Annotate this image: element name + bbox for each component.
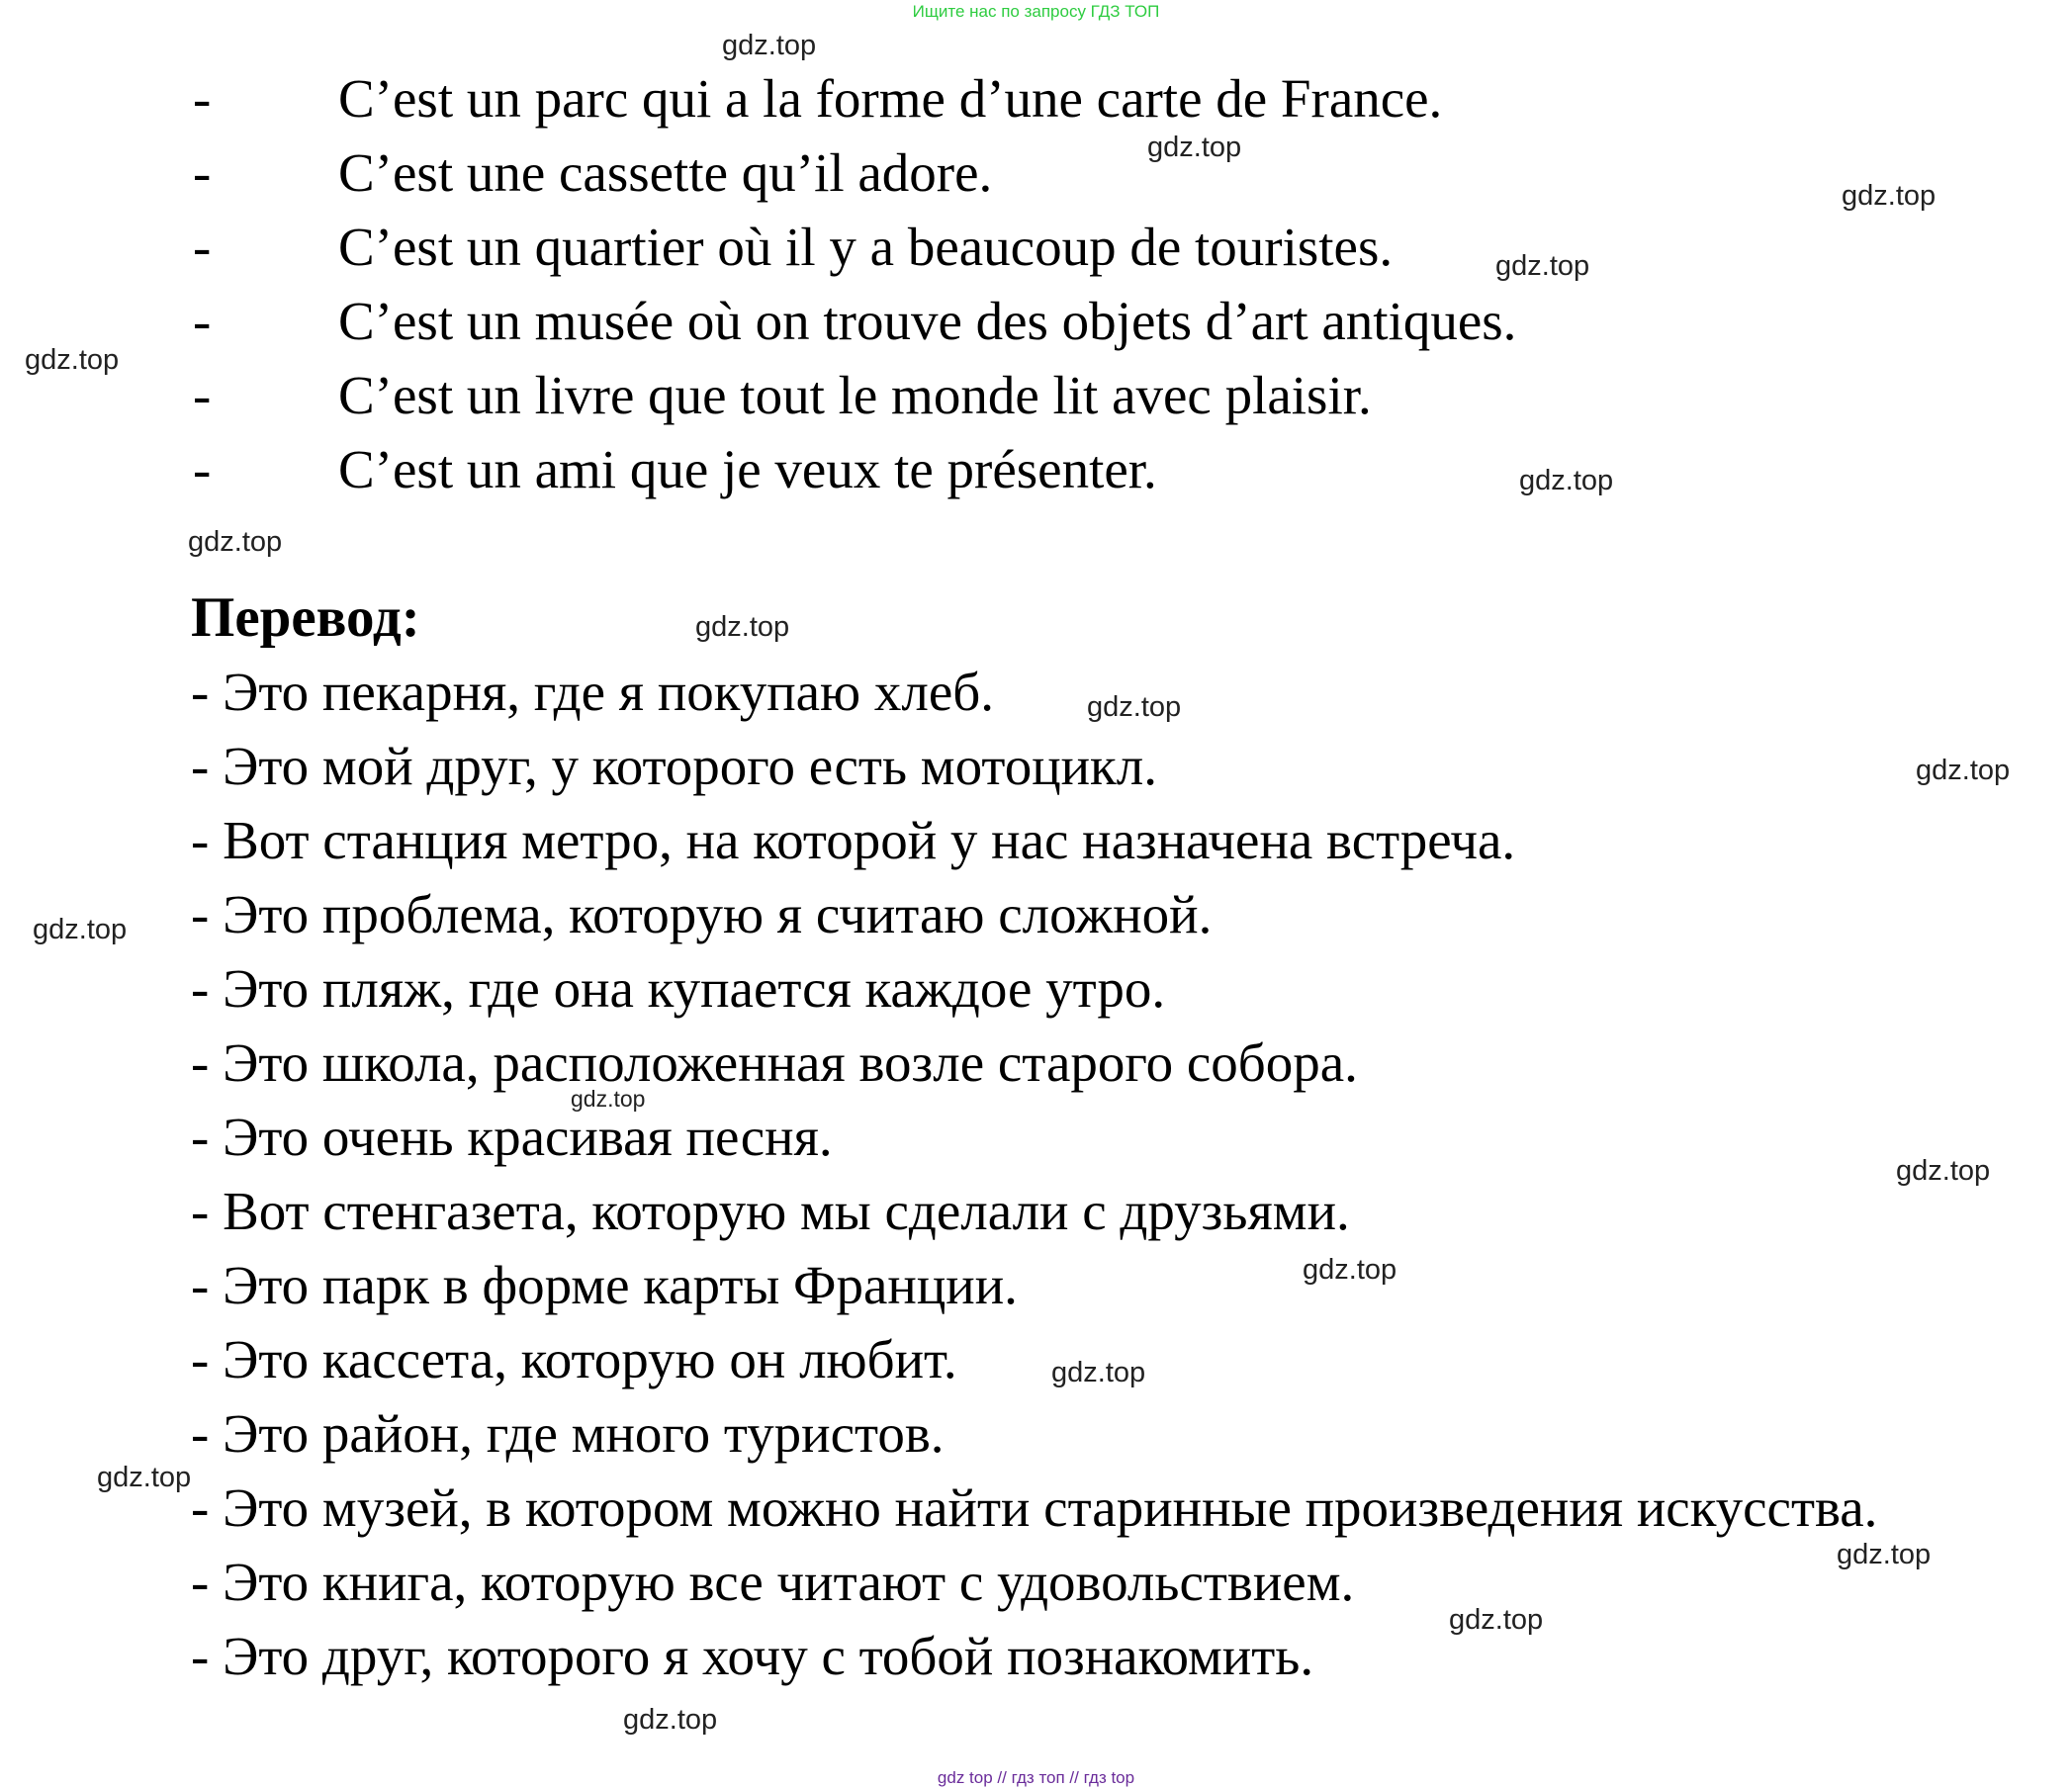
watermark: gdz.top <box>1842 180 1937 212</box>
bullet-dash: - <box>193 439 212 499</box>
watermark: gdz.top <box>571 1086 646 1112</box>
translation-line: - Это проблема, которую я считаю сложной. <box>191 884 1213 944</box>
watermark: gdz.top <box>33 914 128 945</box>
french-sentence: C’est un livre que tout le monde lit avec plaisir. <box>338 365 1372 425</box>
watermark: gdz.top <box>1449 1604 1544 1636</box>
translation-line: - Это кассета, которую он любит. <box>191 1329 957 1389</box>
watermark: gdz.top <box>1303 1254 1397 1286</box>
translation-line: - Вот стенгазета, которую мы сделали с друзьями. <box>191 1181 1350 1241</box>
watermark: gdz.top <box>1916 755 2011 786</box>
watermark: gdz.top <box>1519 465 1614 496</box>
french-line <box>0 290 1978 364</box>
bottom-banner: gdz top // гдз топ // гдз top <box>937 1768 1135 1787</box>
watermark: gdz.top <box>188 526 283 558</box>
watermark: gdz.top <box>25 344 120 376</box>
watermark: gdz.top <box>97 1462 192 1493</box>
translation-line: - Это музей, в котором можно найти старинные произведения искусства. <box>191 1477 1878 1538</box>
watermark: gdz.top <box>1837 1539 1932 1570</box>
french-sentence: C’est un quartier où il y a beaucoup de touristes. <box>338 217 1394 277</box>
translation-line: - Это очень красивая песня. <box>191 1107 833 1167</box>
translation-line: - Это мой друг, у которого есть мотоцикл. <box>191 736 1157 796</box>
watermark: gdz.top <box>1495 250 1590 282</box>
bullet-dash: - <box>193 217 212 277</box>
bullet-dash: - <box>193 365 212 425</box>
translation-line: - Это пляж, где она купается каждое утро. <box>191 958 1166 1019</box>
french-sentence: C’est un parc qui a la forme d’une carte de France. <box>338 68 1443 129</box>
bullet-dash: - <box>193 291 212 351</box>
watermark: gdz.top <box>1896 1155 1991 1187</box>
french-line <box>0 67 1978 141</box>
translation-line: - Это друг, которого я хочу с тобой познакомить. <box>191 1626 1314 1686</box>
watermark: gdz.top <box>695 611 790 643</box>
translation-line: - Это пекарня, где я покупаю хлеб. <box>191 662 994 722</box>
french-line <box>0 216 1978 290</box>
french-line <box>0 364 1978 438</box>
french-line <box>0 438 1978 512</box>
translation-line: - Это школа, расположенная возле старого собора. <box>191 1032 1358 1093</box>
watermark: gdz.top <box>1087 691 1182 723</box>
bullet-dash: - <box>193 68 212 129</box>
bullet-dash: - <box>193 142 212 203</box>
top-banner: Ищите нас по запросу ГДЗ ТОП <box>912 2 1160 21</box>
translation-line: - Это парк в форме карты Франции. <box>191 1255 1018 1315</box>
french-sentence: C’est un musée où on trouve des objets d’art antiques. <box>338 291 1517 351</box>
translation-heading: Перевод: <box>191 586 420 649</box>
watermark: gdz.top <box>1147 132 1242 163</box>
french-sentence: C’est une cassette qu’il adore. <box>338 142 993 203</box>
watermark: gdz.top <box>1051 1357 1146 1388</box>
watermark: gdz.top <box>722 30 817 61</box>
translation-line: - Вот станция метро, на которой у нас назначена встреча. <box>191 810 1516 870</box>
watermark: gdz.top <box>623 1704 718 1736</box>
french-sentence: C’est un ami que je veux te présenter. <box>338 439 1157 499</box>
translation-line: - Это книга, которую все читают с удовольствием. <box>191 1552 1355 1612</box>
french-line <box>0 141 1978 216</box>
translation-line: - Это район, где много туристов. <box>191 1403 945 1464</box>
